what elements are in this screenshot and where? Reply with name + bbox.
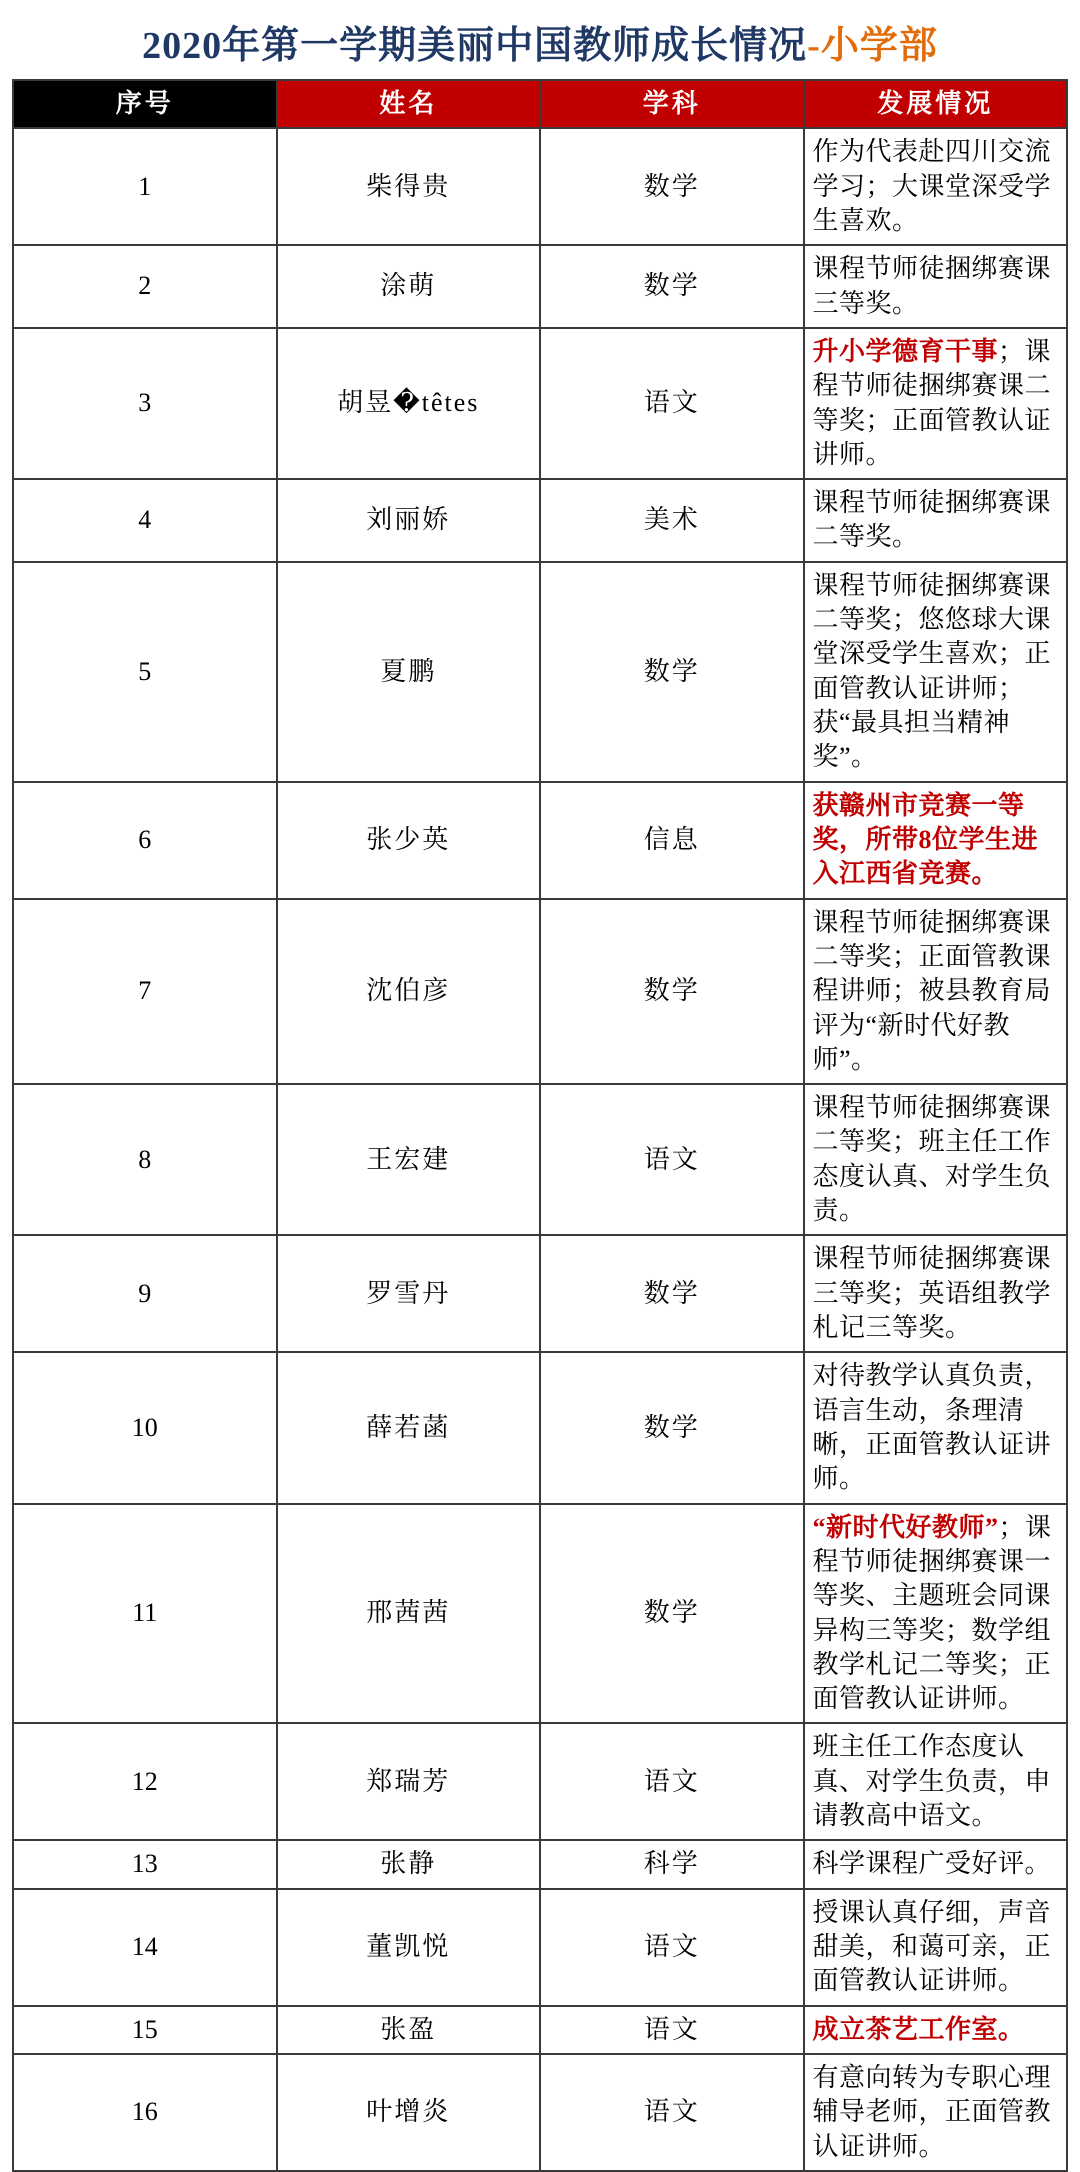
- cell-desc: [804, 328, 1068, 479]
- table-row: [13, 1235, 1067, 1352]
- table-row: [13, 1840, 1067, 1888]
- table-body: [13, 128, 1067, 2171]
- cell-num: 11: [13, 1504, 277, 1724]
- cell-subject: 数学: [540, 562, 804, 782]
- cell-num: 16: [13, 2054, 277, 2171]
- table-row: [13, 2054, 1067, 2171]
- cell-desc: [804, 899, 1068, 1085]
- desc-text: 课程节师徒捆绑赛课三等奖；英语组教学札记三等奖。: [812, 1244, 1052, 1342]
- desc-highlight: “新时代好教师”: [812, 1512, 999, 1542]
- cell-desc: [804, 2006, 1068, 2054]
- desc-text: 课程节师徒捆绑赛课二等奖；班主任工作态度认真、对学生负责。: [812, 1093, 1052, 1226]
- column-header-name: 姓名: [277, 80, 541, 128]
- desc-highlight: 升小学德育干事: [812, 336, 999, 366]
- desc-text: 有意向转为专职心理辅导老师，正面管教认证讲师。: [812, 2062, 1052, 2161]
- cell-subject: 信息: [540, 782, 804, 899]
- table-row: [13, 128, 1067, 245]
- cell-subject: 数学: [540, 899, 804, 1085]
- desc-text: 授课认真仔细，声音甜美，和蔼可亲，正面管教认证讲师。: [812, 1897, 1052, 1996]
- table-row: [13, 1723, 1067, 1840]
- cell-name: 罗雪丹: [277, 1235, 541, 1352]
- table-row: [13, 328, 1067, 479]
- cell-subject: 数学: [540, 1352, 804, 1503]
- table-row: [13, 782, 1067, 899]
- cell-num: 14: [13, 1889, 277, 2006]
- table-header-row: [13, 80, 1067, 128]
- cell-name: 叶增炎: [277, 2054, 541, 2171]
- cell-subject: 语文: [540, 2006, 804, 2054]
- cell-name: 张少英: [277, 782, 541, 899]
- desc-text: 课程节师徒捆绑赛课二等奖；悠悠球大课堂深受学生喜欢；正面管教认证讲师；获“最具担当精神奖”。: [812, 570, 1052, 772]
- cell-name: 涂萌: [277, 245, 541, 328]
- cell-desc: [804, 128, 1068, 245]
- table-row: [13, 2006, 1067, 2054]
- cell-name: 郑瑞芳: [277, 1723, 541, 1840]
- page-title-main: 2020年第一学期美丽中国教师成长情况: [142, 25, 808, 67]
- cell-desc: [804, 1352, 1068, 1503]
- cell-desc: [804, 1235, 1068, 1352]
- table-row: [13, 899, 1067, 1085]
- cell-subject: 语文: [540, 2054, 804, 2171]
- page-title: [12, 10, 1068, 79]
- cell-subject: 语文: [540, 1723, 804, 1840]
- cell-desc: [804, 782, 1068, 899]
- desc-text: 课程节师徒捆绑赛课二等奖；正面管教课程讲师；被县教育局评为“新时代好教师”。: [812, 907, 1052, 1074]
- teacher-growth-table: [12, 79, 1068, 2172]
- cell-desc: [804, 245, 1068, 328]
- cell-num: 2: [13, 245, 277, 328]
- cell-num: 7: [13, 899, 277, 1085]
- cell-subject: 数学: [540, 128, 804, 245]
- cell-num: 8: [13, 1084, 277, 1235]
- cell-name: 夏鹏: [277, 562, 541, 782]
- desc-text: 对待教学认真负责，语言生动，条理清晰，正面管教认证讲师。: [812, 1361, 1052, 1494]
- table-row: [13, 1889, 1067, 2006]
- cell-name: 张盈: [277, 2006, 541, 2054]
- table-row: [13, 1352, 1067, 1503]
- cell-desc: [804, 1084, 1068, 1235]
- desc-text: 课程节师徒捆绑赛课三等奖。: [812, 254, 1052, 318]
- cell-name: 薛若菡: [277, 1352, 541, 1503]
- cell-subject: 美术: [540, 479, 804, 562]
- cell-name: 邢茜茜: [277, 1504, 541, 1724]
- table-row: [13, 562, 1067, 782]
- desc-text: 班主任工作态度认真、对学生负责，申请教高中语文。: [812, 1732, 1052, 1831]
- desc-text: ；课程节师徒捆绑赛课二等奖；正面管教认证讲师。: [812, 336, 1052, 469]
- cell-desc: [804, 1504, 1068, 1724]
- cell-num: 13: [13, 1840, 277, 1888]
- cell-desc: [804, 1723, 1068, 1840]
- cell-num: 4: [13, 479, 277, 562]
- cell-num: 15: [13, 2006, 277, 2054]
- cell-num: 6: [13, 782, 277, 899]
- cell-name: 柴得贵: [277, 128, 541, 245]
- cell-num: 10: [13, 1352, 277, 1503]
- cell-num: 3: [13, 328, 277, 479]
- desc-text: 作为代表赴四川交流学习；大课堂深受学生喜欢。: [812, 137, 1052, 235]
- cell-num: 12: [13, 1723, 277, 1840]
- desc-text: ；课程节师徒捆绑赛课一等奖、主题班会同课异构三等奖；数学组教学札记二等奖；正面管教认证讲师。: [812, 1512, 1052, 1714]
- cell-num: 1: [13, 128, 277, 245]
- cell-desc: [804, 1840, 1068, 1888]
- cell-num: 9: [13, 1235, 277, 1352]
- table-header: [13, 80, 1067, 128]
- table-row: [13, 1504, 1067, 1724]
- cell-desc: [804, 1889, 1068, 2006]
- cell-subject: 数学: [540, 1235, 804, 1352]
- table-row: [13, 479, 1067, 562]
- cell-subject: 语文: [540, 328, 804, 479]
- cell-subject: 数学: [540, 1504, 804, 1724]
- desc-highlight: 获赣州市竞赛一等奖，所带8位学生进入江西省竞赛。: [812, 790, 1039, 889]
- cell-name: 王宏建: [277, 1084, 541, 1235]
- desc-text: 课程节师徒捆绑赛课二等奖。: [812, 488, 1052, 552]
- column-header-num: 序号: [13, 80, 277, 128]
- cell-subject: 数学: [540, 245, 804, 328]
- cell-desc: [804, 2054, 1068, 2171]
- desc-highlight: 成立茶艺工作室。: [812, 2014, 1025, 2044]
- cell-name: 胡昱�têtes: [277, 328, 541, 479]
- cell-subject: 科学: [540, 1840, 804, 1888]
- column-header-desc: 发展情况: [804, 80, 1068, 128]
- desc-text: 科学课程广受好评。: [812, 1849, 1052, 1879]
- column-header-subject: 学科: [540, 80, 804, 128]
- cell-name: 董凯悦: [277, 1889, 541, 2006]
- cell-name: 沈伯彦: [277, 899, 541, 1085]
- cell-subject: 语文: [540, 1889, 804, 2006]
- cell-desc: [804, 479, 1068, 562]
- cell-name: 张静: [277, 1840, 541, 1888]
- cell-name: 刘丽娇: [277, 479, 541, 562]
- table-row: [13, 1084, 1067, 1235]
- cell-num: 5: [13, 562, 277, 782]
- table-row: [13, 245, 1067, 328]
- cell-subject: 语文: [540, 1084, 804, 1235]
- cell-desc: [804, 562, 1068, 782]
- page-title-sub: -小学部: [807, 25, 938, 67]
